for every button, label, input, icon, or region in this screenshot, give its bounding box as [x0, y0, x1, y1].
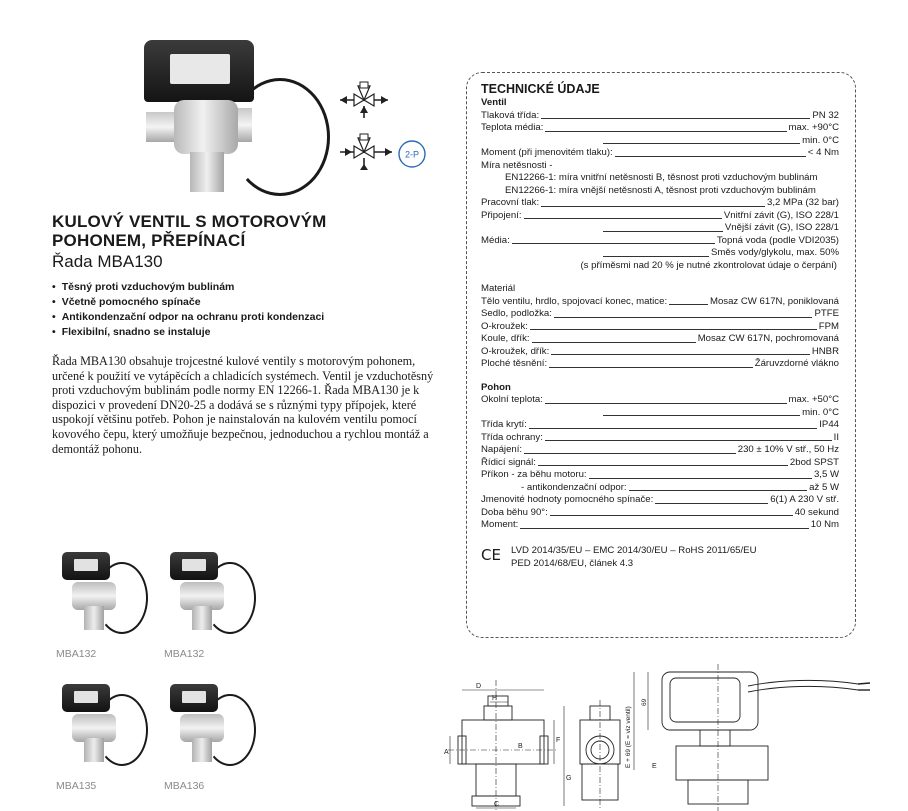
spec-key: Ploché těsnění: [481, 358, 548, 369]
spec-value: 3,5 W [813, 469, 839, 480]
dim-label-a: A [444, 749, 449, 756]
panel-heading: TECHNICKÉ ÚDAJE [481, 82, 600, 96]
spec-value: PTFE [814, 308, 839, 319]
variant-valve-leg [192, 738, 212, 762]
spec-row [481, 135, 839, 148]
dim-label-d: D [476, 683, 482, 690]
dim-label-g: G [566, 775, 572, 782]
spec-row [481, 147, 839, 160]
spec-key: Doba běhu 90°: [481, 506, 548, 518]
variant-name: MBA135 [56, 780, 97, 792]
three-way-valve-icon [338, 80, 428, 180]
spec-value: 230 ± 10% V stř., 50 Hz [737, 444, 839, 455]
spec-row [481, 333, 839, 346]
actuator-label [170, 54, 230, 84]
dim-label-f: F [556, 737, 561, 744]
spec-value: 10 Nm [810, 519, 839, 530]
spec-key: Připojení: [481, 209, 522, 221]
spec-row [481, 235, 839, 248]
variant-actuator [62, 552, 110, 580]
product-image [130, 38, 330, 198]
product-title [52, 212, 412, 250]
variant-image [164, 680, 260, 792]
spec-key: Jmenovité hodnoty pomocného spínače: [481, 494, 654, 505]
spec-value: FPM [818, 320, 839, 332]
spec-value: min. 0°C [802, 406, 839, 418]
variant-actuator [170, 552, 218, 580]
spec-value: max. +50°C [788, 394, 839, 405]
valve-heading: Ventil [481, 97, 507, 108]
spec-row [481, 444, 839, 457]
spec-key: Tělo ventilu, hrdlo, spojovací konec, matice: [481, 295, 668, 307]
spec-value: 6(1) A 230 V stř. [770, 494, 839, 505]
spec-row [481, 482, 839, 495]
spec-value: < 4 Nm [807, 147, 839, 158]
spec-key: Okolní teplota: [481, 394, 543, 405]
spec-value: Topná voda (podle VDI2035) [716, 234, 839, 246]
spec-row [481, 432, 839, 445]
spec-value: 2bod SPST [789, 456, 839, 468]
spec-key: Řídicí signál: [481, 456, 536, 468]
spec-key: Média: [481, 234, 510, 246]
spec-value: 40 sekund [794, 506, 839, 518]
spec-row [481, 122, 839, 135]
spec-key: Koule, dřík: [481, 333, 530, 344]
spec-value: Vnitřní závit (G), ISO 228/1 [723, 209, 839, 221]
side-view [580, 700, 620, 810]
spec-row [481, 308, 839, 321]
variant-name: MBA132 [164, 648, 205, 660]
drawing-svg [418, 650, 908, 811]
variant-valve-leg [192, 606, 212, 630]
spec-value: min. 0°C [802, 134, 839, 146]
spec-value: max. +90°C [788, 122, 839, 133]
drive-heading: Pohon [481, 381, 511, 393]
spec-key: Míra netěsnosti - [481, 159, 553, 171]
variant-name: MBA136 [164, 780, 205, 792]
assembly-view [634, 664, 870, 811]
ce-mark: CE [481, 545, 501, 564]
spec-key: Tlaková třída: [481, 109, 540, 121]
dim-label-69: 69 [641, 698, 648, 706]
spec-key: Třída ochrany: [481, 431, 543, 443]
spec-row [481, 519, 839, 532]
front-view [448, 680, 564, 811]
variant-valve-leg [84, 738, 104, 762]
spec-key: - antikondenzační odpor: [521, 481, 627, 493]
flow-badge: 2-P [404, 149, 420, 160]
spec-key: Moment (při jmenovitém tlaku): [481, 147, 613, 158]
spec-row [481, 394, 839, 407]
dimension-drawings [418, 650, 908, 811]
feature-item: • Těsný proti vzduchovým bublinám [52, 280, 324, 295]
spec-key: Moment: [481, 519, 519, 530]
spec-value: Žáruvzdorné vlákno [754, 358, 839, 369]
spec-row [481, 321, 839, 334]
spec-row [481, 358, 839, 371]
variant-actuator [170, 684, 218, 712]
spec-value: Vnější závit (G), ISO 228/1 [724, 222, 839, 233]
spec-key: Napájení: [481, 444, 523, 455]
spec-row [481, 210, 839, 223]
spec-row [481, 110, 839, 123]
spec-key: O-kroužek, dřík: [481, 345, 550, 357]
spec-row [481, 469, 839, 482]
valve-port-bottom [190, 152, 224, 192]
title-line-2: POHONEM, PŘEPÍNACÍ [52, 231, 246, 250]
title-line-1: KULOVÝ VENTIL S MOTOROVÝM [52, 212, 327, 231]
spec-row [481, 494, 839, 507]
valve-body [174, 100, 238, 154]
spec-key: O-kroužek: [481, 320, 528, 332]
spec-value: EN12266-1: míra vnější netěsnosti A, těsnost proti vzduchovým bublinám [505, 184, 816, 196]
spec-value: Směs vody/glykolu, max. 50% [711, 247, 839, 258]
spec-note: (s příměsmi nad 20 % je nutné zkontrolovat údaje o čerpání) [580, 259, 837, 271]
certification [481, 544, 839, 570]
cert-line: PED 2014/68/EU, článek 4.3 [511, 557, 634, 569]
dim-label-h: H [492, 695, 498, 702]
feature-item: • Antikondenzační odpor na ochranu proti kondenzaci [52, 310, 324, 325]
spec-row [481, 247, 839, 260]
feature-list [52, 280, 324, 340]
spec-key: Sedlo, podložka: [481, 308, 552, 319]
spec-value: Mosaz CW 617N, poniklovaná [709, 295, 839, 307]
actuator-housing [144, 40, 254, 102]
spec-value: IP44 [819, 419, 839, 430]
dim-label-e: E [652, 763, 657, 770]
spec-value: HNBR [811, 345, 839, 357]
flow-diagram [338, 80, 428, 180]
spec-value: PN 32 [812, 109, 839, 121]
spec-row [481, 419, 839, 432]
variant-image [164, 548, 260, 660]
spec-value: 3,2 MPa (32 bar) [767, 197, 839, 208]
technical-data-panel [466, 72, 856, 638]
spec-key: Třída krytí: [481, 419, 527, 430]
spec-key: Pracovní tlak: [481, 197, 540, 208]
variant-image [56, 548, 152, 660]
variant-valve-leg [84, 606, 104, 630]
spec-row [481, 507, 839, 520]
spec-row [481, 197, 839, 210]
spec-row [481, 346, 839, 359]
dim-label-c: C [494, 801, 500, 808]
spec-value: II [833, 431, 839, 443]
variant-actuator [62, 684, 110, 712]
spec-value: až 5 W [809, 481, 839, 493]
spec-row [481, 296, 839, 309]
spec-key: Příkon - za běhu motoru: [481, 469, 587, 480]
dim-label-b: B [518, 743, 523, 750]
variant-image [56, 680, 152, 792]
feature-item: • Včetně pomocného spínače [52, 295, 324, 310]
dim-label-side: E + 69 (E = viz ventil) [625, 706, 632, 768]
variant-name: MBA132 [56, 648, 97, 660]
spec-value: EN12266-1: míra vnitřní netěsnosti B, těsnost proti vzduchovým bublinám [505, 172, 818, 183]
spec-row [481, 407, 839, 420]
feature-item: • Flexibilní, snadno se instaluje [52, 325, 324, 340]
spec-row [481, 457, 839, 470]
material-heading: Materiál [481, 283, 516, 294]
cert-line: LVD 2014/35/EU – EMC 2014/30/EU – RoHS 2011/65/EU [511, 544, 757, 556]
product-description: Řada MBA130 obsahuje trojcestné kulové ventily s motorovým pohonem, určené k použití ve vytápěcích a chladicích systémech. Ventil je vzduchotěsný proti vzduchovým bublinám podle normy EN 12266-1. Řada MBA130 je k dispozici v provedení DN20-25 a dodává se s různými typy přípojek, které uspokojí většinu potřeb. Pohon je nainstalován na kulovém ventilu pomocí kovového čepu, který umožňuje bezpečnou, jednoduchou a rychlou montáž a demontáž pohonu. [52, 354, 434, 456]
product-series: Řada MBA130 [52, 252, 163, 271]
spec-key: Teplota média: [481, 122, 544, 133]
spec-row [481, 222, 839, 235]
spec-value: Mosaz CW 617N, pochromovaná [697, 333, 839, 344]
